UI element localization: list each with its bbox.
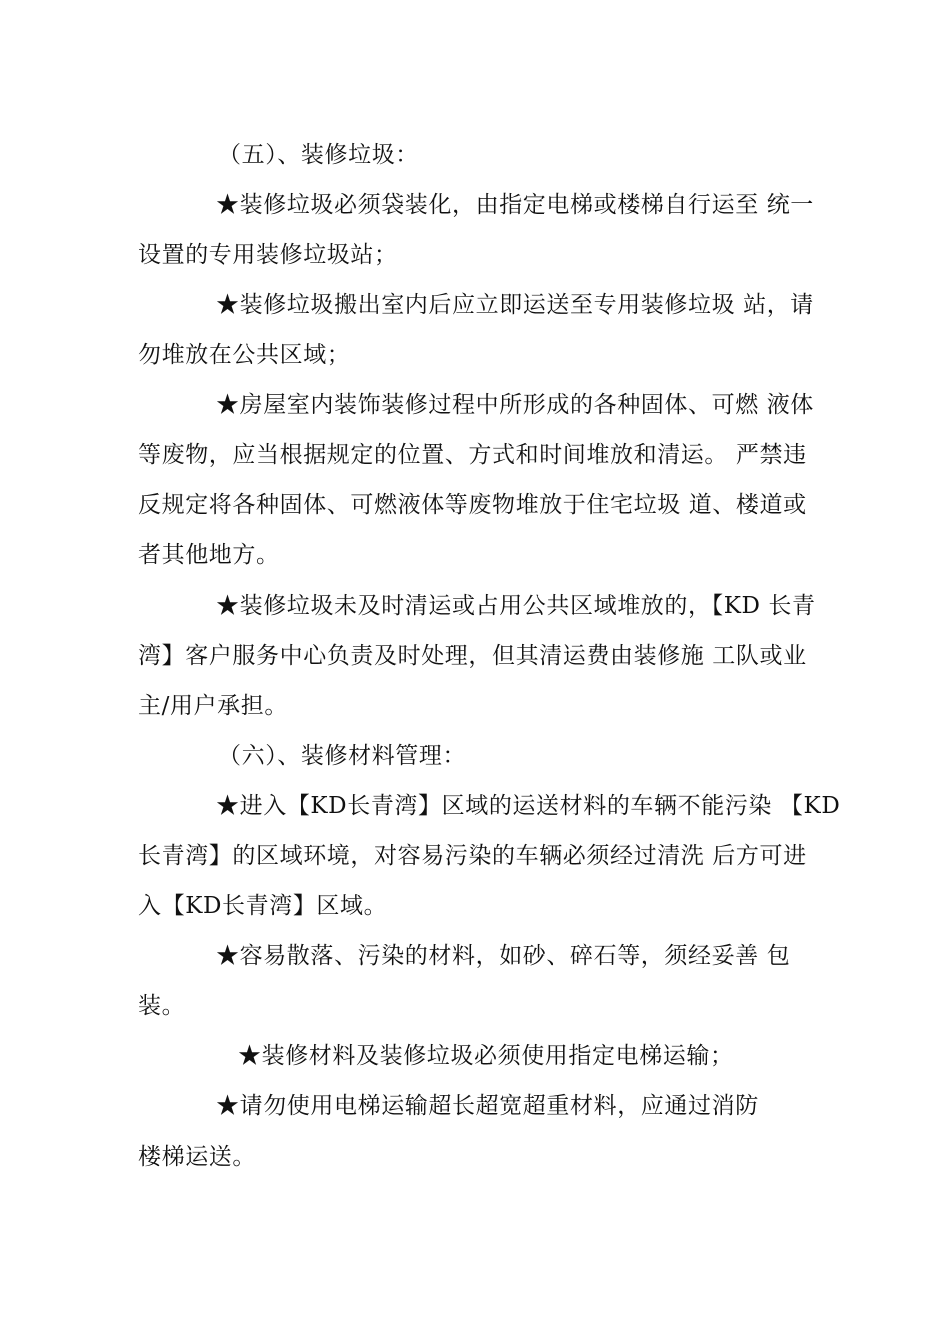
paragraph-line: 反规定将各种固体、可燃液体等废物堆放于住宅垃圾 道、楼道或: [138, 492, 807, 518]
paragraph-line: 设置的专用装修垃圾站；: [138, 242, 398, 268]
paragraph-line: ★进入【KD长青湾】区域的运送材料的车辆不能污染 【KD: [216, 793, 841, 819]
paragraph-line: 长青湾】的区域环境，对容易污染的车辆必须经过清洗 后方可进: [138, 843, 807, 869]
paragraph-line: 主/用户承担。: [138, 693, 288, 719]
paragraph-line: 湾】客户服务中心负责及时处理，但其清运费由装修施 工队或业: [138, 643, 807, 669]
paragraph-line: ★装修垃圾未及时清运或占用公共区域堆放的，【KD 长青: [216, 593, 816, 619]
paragraph-line: 等废物，应当根据规定的位置、方式和时间堆放和清运。 严禁违: [138, 442, 807, 468]
paragraph-line: 楼梯运送。: [138, 1144, 256, 1170]
paragraph-line: 入【KD长青湾】区域。: [138, 893, 388, 919]
paragraph-line: ★容易散落、污染的材料，如砂、碎石等，须经妥善 包: [216, 943, 791, 969]
section-heading-6: （六）、装修材料管理：: [218, 743, 467, 769]
paragraph-line: ★装修材料及装修垃圾必须使用指定电梯运输；: [238, 1043, 734, 1069]
paragraph-line: ★装修垃圾必须袋装化，由指定电梯或楼梯自行运至 统一: [216, 192, 814, 218]
paragraph-line: 者其他地方。: [138, 542, 280, 568]
paragraph-line: 勿堆放在公共区域；: [138, 342, 351, 368]
paragraph-line: ★房屋室内装饰装修过程中所形成的各种固体、可燃 液体: [216, 392, 814, 418]
paragraph-line: ★请勿使用电梯运输超长超宽超重材料，应通过消防: [216, 1093, 759, 1119]
section-heading-5: （五）、装修垃圾：: [218, 142, 419, 168]
paragraph-line: ★装修垃圾搬出室内后应立即运送至专用装修垃圾 站，请: [216, 292, 814, 318]
paragraph-line: 装。: [138, 993, 186, 1019]
